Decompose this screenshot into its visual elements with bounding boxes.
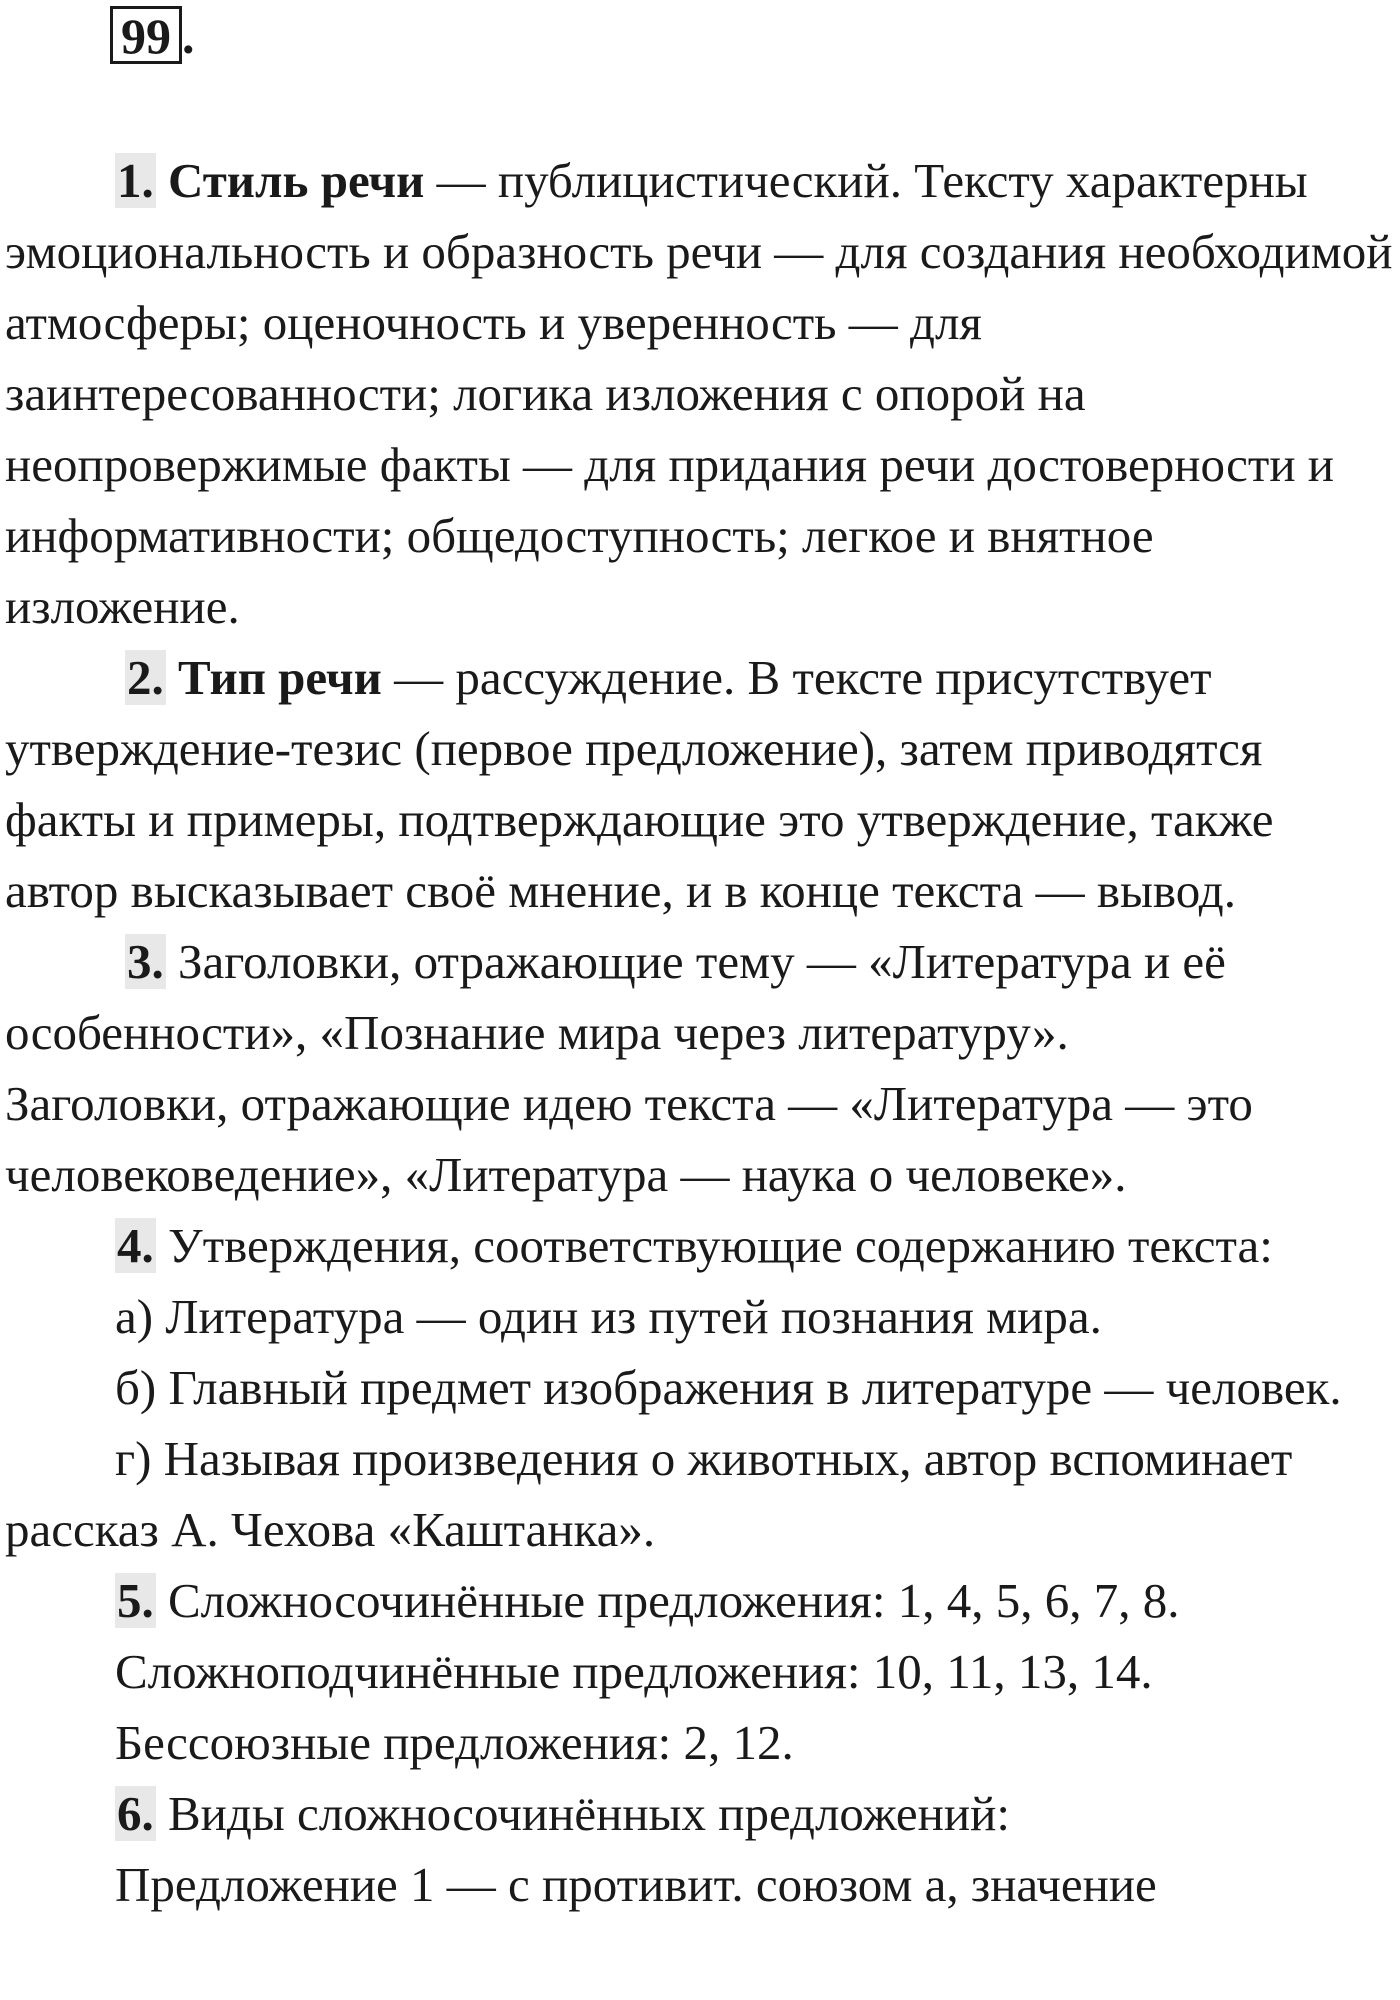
task-number-box: 99 [110, 6, 182, 64]
item-5-text: Сложносочинённые предложения: 1, 4, 5, 6, 7, 8. [155, 1573, 1180, 1628]
item-3-number: 3. [127, 934, 164, 989]
item-2-term: Тип речи [165, 650, 382, 705]
item-4-text: Утверждения, соответствующие содержанию текста: [155, 1218, 1273, 1273]
item-2-number: 2. [127, 650, 164, 705]
task-number [110, 6, 195, 64]
item-6-line-2: Предложение 1 — с противит. союзом а, значение [115, 1857, 1157, 1912]
item-6-number: 6. [117, 1786, 154, 1841]
item-1-term: Стиль речи [155, 153, 425, 208]
item-3-paragraph [5, 926, 1395, 1068]
item-1-number: 1. [117, 153, 154, 208]
item-4-option-a: а) Литература — один из путей познания мира. [115, 1289, 1102, 1344]
item-3-text: Заголовки, отражающие тему — «Литература и её особенности», «Познание мира через литературу». [5, 934, 1226, 1060]
item-6-text: Виды сложносочинённых предложений: [155, 1786, 1010, 1841]
item-5-line-2: Сложноподчинённые предложения: 10, 11, 13, 14. [115, 1644, 1153, 1699]
item-4-number: 4. [117, 1218, 154, 1273]
item-1-text: — публицистический. Тексту характерны эмоциональность и образность речи — для создания необходимой атмосферы; оценочность и уверенность — для заинтересованности; логика изложения с опорой на неопровержимые факты — для придания речи достоверности и информативности; общедоступность; легкое и внятное изложение. [5, 153, 1393, 634]
item-4-option-b: б) Главный предмет изображения в литературе — человек. [115, 1360, 1342, 1415]
item-2-text: — рассуждение. В тексте присутствует утверждение-тезис (первое предложение), затем приводятся факты и примеры, подтверждающие это утверждение, также автор высказывает своё мнение, и в конце текста — вывод. [5, 650, 1274, 918]
item-3-paragraph-2: Заголовки, отражающие идею текста — «Литература — это человековедение», «Литература — наука о человеке». [5, 1076, 1253, 1202]
item-4-option-g: г) Называя произведения о животных, автор вспоминает рассказ А. Чехова «Каштанка». [5, 1431, 1293, 1557]
item-5-paragraph [5, 1565, 1395, 1636]
item-5-number: 5. [117, 1573, 154, 1628]
task-number-suffix: . [182, 8, 195, 64]
item-5-line-3: Бессоюзные предложения: 2, 12. [115, 1715, 794, 1770]
item-2-paragraph [5, 642, 1395, 926]
answer-content [5, 145, 1395, 1920]
item-4-paragraph [5, 1210, 1395, 1281]
item-1-paragraph [5, 145, 1395, 642]
item-6-paragraph [5, 1778, 1395, 1849]
